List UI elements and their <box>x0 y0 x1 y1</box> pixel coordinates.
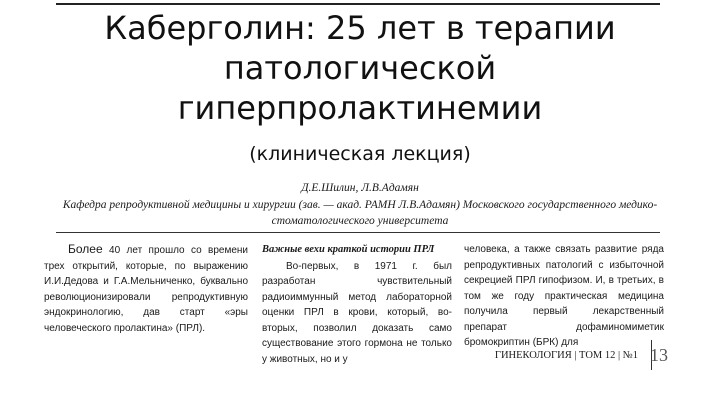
column-2-text: Во-первых, в 1971 г. был разработан чувствительный радиоиммунный метод лабораторной оценки ПРЛ в крови, который, во-вторых, позволил доказать само существование этого гормона не только у животных, но и у <box>262 260 452 365</box>
journal-footer: ГИНЕКОЛОГИЯ | ТОМ 12 | №1 <box>494 350 638 361</box>
column-3-text: человека, а также связать развитие ряда репродуктивных патологий с избыточной секрецией ПРЛ гипофизом. И, в третьих, в том же году практическая медицина получила первый лекарственный препарат дофаминомиметик бромокриптин (БРК) для <box>464 244 664 348</box>
column-1-text: 40 лет прошло со времени трех открытий, которые, по выражению И.И.Дедова и Г.А.Мельниченко, буквально революционизировали репродуктивную эндокринологию, дав старт «эры человеческого пролактина» (ПРЛ). <box>44 245 248 334</box>
page-number: 13 <box>650 345 668 365</box>
section-rule <box>56 232 660 233</box>
top-rule <box>56 3 660 5</box>
affiliation: Кафедра репродуктивной медицины и хирургии (зав. — акад. РАМН Л.В.Адамян) Московского государственного медико-стоматологического университета <box>62 199 658 227</box>
article-subtitle: (клиническая лекция) <box>249 143 471 165</box>
article-title: Каберголин: 25 лет в терапии патологической гиперпролактинемии <box>104 9 616 127</box>
column-3 <box>464 242 664 351</box>
column-1-paragraph <box>44 242 248 336</box>
lead-word: Более <box>68 242 103 256</box>
authors: Д.Е.Шилин, Л.В.Адамян <box>301 182 419 194</box>
column-1 <box>44 242 248 336</box>
column-2-heading: Важные вехи краткой истории ПРЛ <box>262 244 435 255</box>
column-2 <box>262 242 452 367</box>
